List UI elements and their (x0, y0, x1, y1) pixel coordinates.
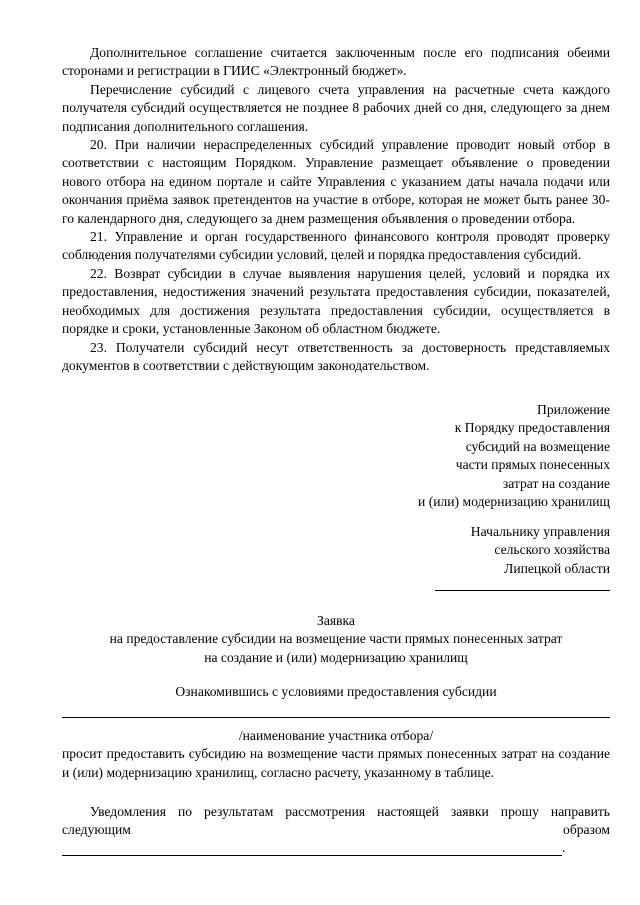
notice-block (62, 803, 610, 856)
paragraph-23: 23. Получатели субсидий несут ответственность за достоверность представляемых документов в соответствии с действующим законодательством. (62, 339, 610, 373)
addressee-signature-line (62, 578, 610, 596)
notice-line-end: . (562, 839, 566, 855)
paragraph-22: 22. Возврат субсидии в случае выявления нарушения целей, условий и порядка их предоставления, недостижения значений результата предоставления субсидии, показателей, необходимых для достижения результата предоставления субсидии, осуществляется в порядке и сроки, установленные Законом об областном бюджете. (62, 265, 610, 337)
request-text: просит предоставить субсидию на возмещение части прямых понесенных затрат на создание и (или) модернизацию хранилищ, согласно расчету, указанному в таблице. (62, 746, 610, 780)
paragraph-21: 21. Управление и орган государственного финансового контроля проводят проверку соблюдения получателями субсидии условий, целей и порядка предоставления субсидий. (62, 229, 610, 263)
appendix-heading (62, 401, 610, 511)
addressee-line: Начальнику управления (470, 524, 610, 539)
familiar-line: Ознакомившись с условиями предоставления субсидии (175, 684, 497, 699)
order-text (62, 44, 610, 375)
appendix-line: затрат на создание (502, 475, 610, 491)
form-title: Заявка (317, 613, 355, 628)
form-subtitle: на предоставление субсидии на возмещение части прямых понесенных затрат (109, 631, 563, 647)
appendix-line: части прямых понесенных (455, 457, 610, 473)
appendix-line: и (или) модернизацию хранилищ (418, 494, 610, 510)
addressee-line: Липецкой области (504, 560, 610, 576)
appendix-line: к Порядку предоставления (454, 420, 610, 436)
application-title (62, 612, 610, 667)
paragraph-agreement: Дополнительное соглашение считается заключенным после его подписания обеими сторонами и регистрации в ГИИС «Электронный бюджет». (62, 45, 610, 79)
form-subtitle: на создание и (или) модернизацию хранилищ (204, 649, 468, 665)
addressee-block (62, 523, 610, 597)
addressee-line: сельского хозяйства (494, 542, 610, 558)
paragraph-20: 20. При наличии нераспределенных субсидий управление проводит новый отбор в соответствии с настоящим Порядком. Управление размещает объявление о проведении нового отбора на едином портале и сайте Управления с указанием даты начала подачи или окончания приёма заявок претендентов на участие в отборе, которая не может быть ранее 30-го календарного дня, следующего за днем размещения объявления о проведении отбора. (62, 137, 610, 226)
participant-block (62, 683, 610, 718)
appendix-line: субсидий на возмещение (465, 438, 610, 454)
appendix-line: Приложение (537, 402, 610, 417)
request-block (62, 727, 610, 782)
notice-line (62, 840, 610, 856)
notice-text: Уведомления по результатам рассмотрения настоящей заявки прошу направить следующим образом (62, 804, 610, 838)
paragraph-transfer: Перечисление субсидий с лицевого счета управления на расчетные счета каждого получателя субсидий осуществляется не позднее 8 рабочих дней со дня, следующего за днем подписания дополнительного соглашения. (62, 81, 610, 134)
participant-caption: /наименование участника отбора/ (238, 728, 434, 743)
participant-name-line (62, 701, 610, 718)
